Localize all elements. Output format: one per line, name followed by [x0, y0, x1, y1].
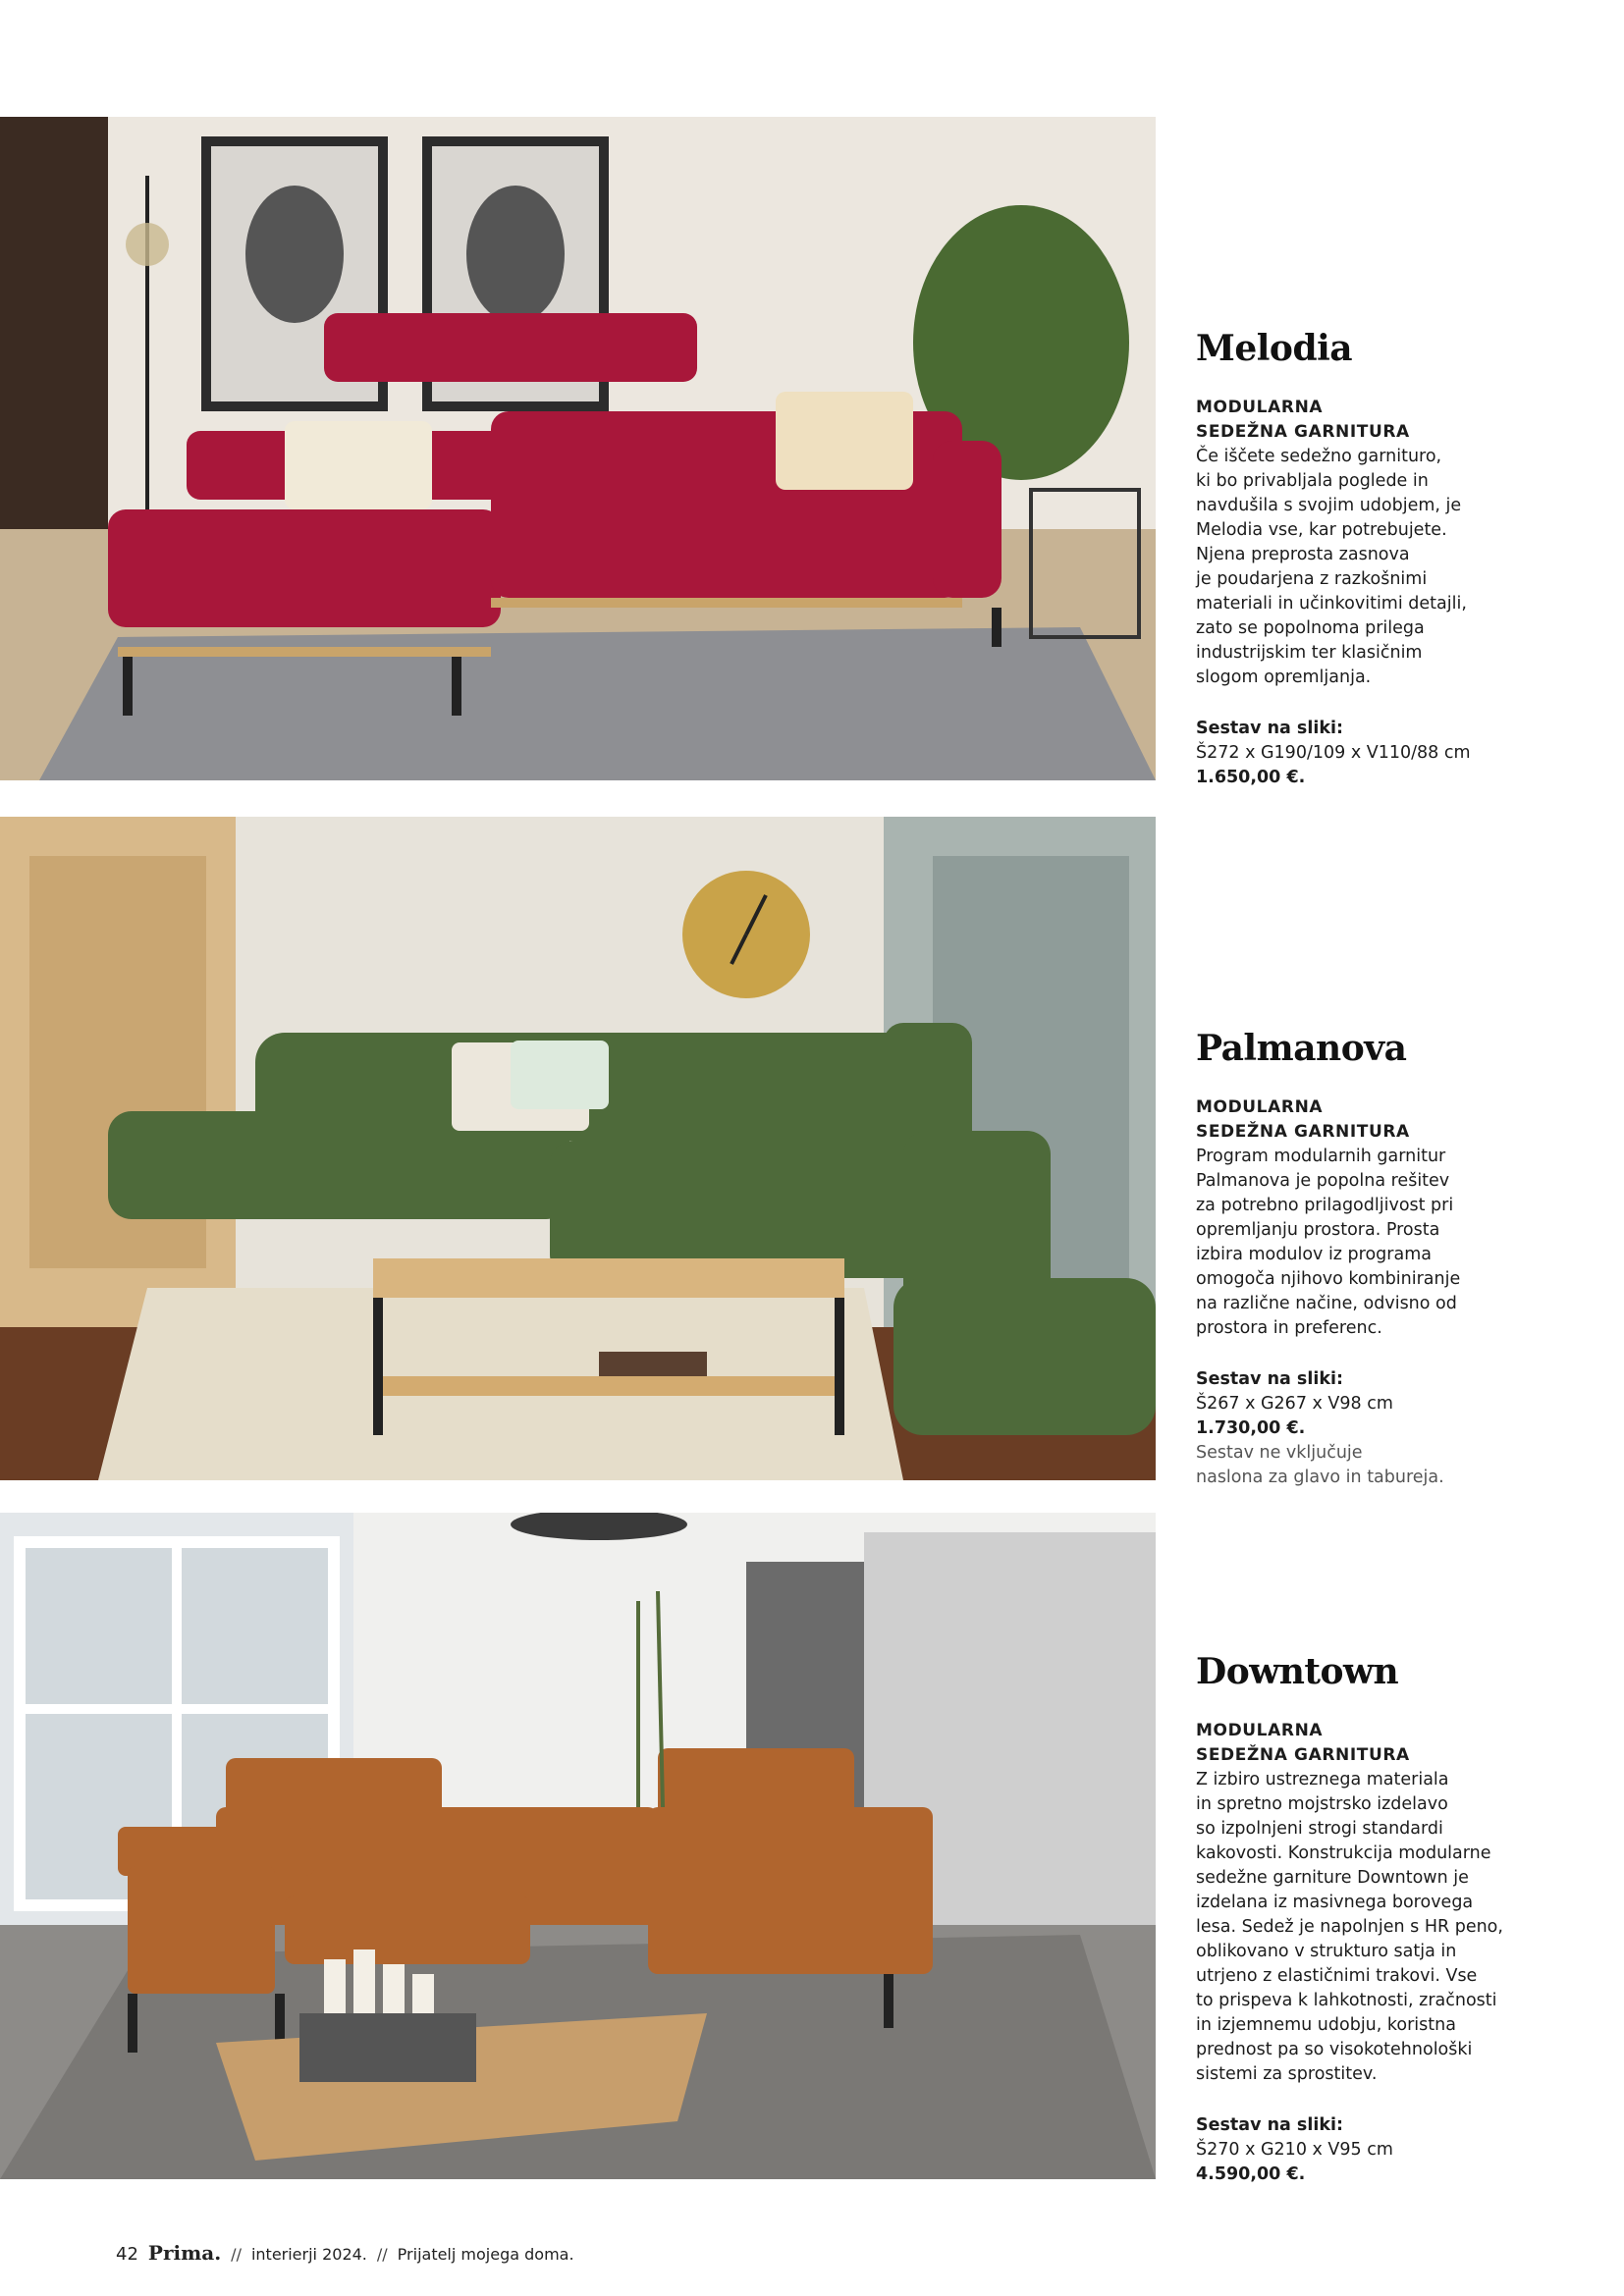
category-line: MODULARNA: [1196, 1096, 1324, 1117]
product-palmanova: [1196, 1028, 1608, 1490]
spec-heading: Sestav na sliki:: [1196, 1368, 1343, 1389]
product-price: 1.730,00 €.: [1196, 1417, 1306, 1438]
spec-heading: Sestav na sliki:: [1196, 718, 1343, 738]
product-title: Melodia: [1196, 328, 1353, 369]
magazine-brand: Prima.: [147, 2241, 222, 2265]
product-dimensions: Š272 x G190/109 x V110/88 cm: [1196, 742, 1471, 763]
category-line: SEDEŽNA GARNITURA: [1196, 421, 1410, 442]
melodia-photo: [0, 117, 1156, 780]
category-line: SEDEŽNA GARNITURA: [1196, 1744, 1410, 1765]
product-title: Downtown: [1196, 1651, 1399, 1692]
category-line: SEDEŽNA GARNITURA: [1196, 1121, 1410, 1142]
product-note: Sestav ne vključuje naslona za glavo in tabureja.: [1196, 1442, 1444, 1487]
footer-separator: //: [231, 2245, 242, 2264]
downtown-photo: [0, 1513, 1156, 2179]
page-number: 42: [116, 2244, 138, 2265]
product-title: Palmanova: [1196, 1028, 1407, 1069]
page-footer: [116, 2241, 574, 2265]
product-description: Program modularnih garnitur Palmanova je popolna rešitev za potrebno prilagodljivost pri opremljanju prostora. Prosta izbira modulov iz programa omogoča njihovo kombiniranje na različne načine, odvisno od prostora in preferenc.: [1196, 1146, 1461, 1338]
issue-name: interierji 2024.: [250, 2245, 367, 2264]
product-price: 1.650,00 €.: [1196, 767, 1306, 787]
product-melodia: [1196, 328, 1608, 790]
product-dimensions: Š270 x G210 x V95 cm: [1196, 2139, 1393, 2160]
product-category: [1196, 396, 1608, 445]
spec-heading: Sestav na sliki:: [1196, 2114, 1343, 2135]
product-category: [1196, 1719, 1608, 1768]
category-line: MODULARNA: [1196, 1720, 1324, 1740]
magazine-tagline: Prijatelj mojega doma.: [397, 2245, 574, 2264]
footer-separator: //: [376, 2245, 388, 2264]
product-description: Če iščete sedežno garnituro, ki bo privabljala poglede in navdušila s svojim udobjem, je Melodia vse, kar potrebujete. Njena preprosta zasnova je poudarjena z razkošnimi materiali in učinkovitimi detajli, zato se popolnoma prilega industrijskim ter klasičnim slogom opremljanja.: [1196, 446, 1467, 687]
category-line: MODULARNA: [1196, 397, 1324, 417]
product-description: Z izbiro ustreznega materiala in spretno mojstrsko izdelavo so izpolnjeni strogi standardi kakovosti. Konstrukcija modularne sedežne garniture Downtown je izdelana iz masivnega borovega lesa. Sedež je napolnjen s HR peno, oblikovano v strukturo satja in utrjeno z elastičnimi trakovi. Vse to prispeva k lahkotnosti, zračnosti in izjemnemu udobju, koristna prednost pa so visokotehnološki sistemi za sprostitev.: [1196, 1769, 1503, 2084]
product-category: [1196, 1095, 1608, 1145]
palmanova-photo: [0, 817, 1156, 1480]
product-dimensions: Š267 x G267 x V98 cm: [1196, 1393, 1393, 1414]
product-price: 4.590,00 €.: [1196, 2163, 1306, 2184]
product-downtown: [1196, 1651, 1608, 2187]
